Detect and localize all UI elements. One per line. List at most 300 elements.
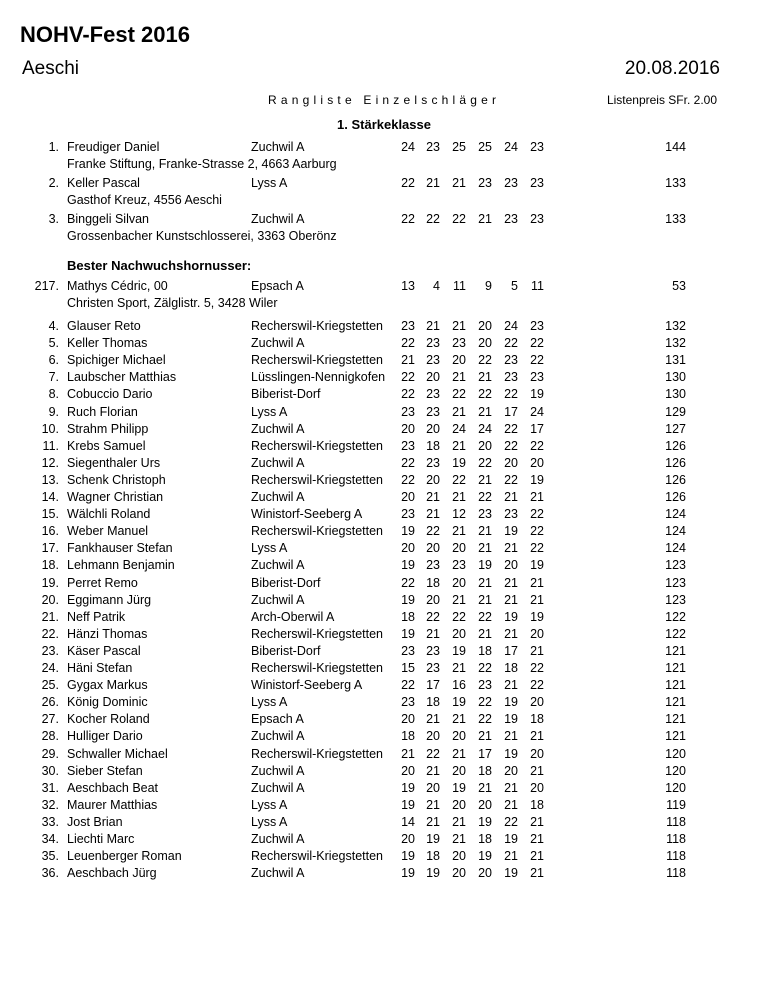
score-cell: 23	[504, 176, 518, 190]
ranking-row	[0, 279, 768, 296]
score-cell: 20	[452, 729, 466, 743]
club-name: Lyss A	[251, 405, 288, 419]
total-points: 119	[666, 798, 686, 812]
score-cell: 23	[426, 558, 440, 572]
score-cell: 23	[401, 405, 415, 419]
player-name: Perret Remo	[67, 576, 138, 590]
score-cell: 18	[530, 712, 544, 726]
club-name: Zuchwil A	[251, 832, 305, 846]
score-cell: 22	[452, 387, 466, 401]
score-cell: 19	[426, 866, 440, 880]
score-cell: 22	[478, 456, 492, 470]
score-cell: 21	[504, 541, 518, 555]
rank-number: 15.	[41, 507, 59, 521]
ranking-row	[0, 370, 768, 387]
score-cell: 13	[401, 279, 415, 293]
ranking-row	[0, 319, 768, 336]
score-cell: 18	[426, 849, 440, 863]
ranking-row	[0, 473, 768, 490]
score-cell: 23	[426, 456, 440, 470]
rank-number: 21.	[41, 610, 59, 624]
score-cell: 20	[478, 798, 492, 812]
score-cell: 18	[401, 610, 415, 624]
score-cell: 21	[426, 319, 440, 333]
score-cell: 21	[401, 747, 415, 761]
score-cell: 20	[401, 422, 415, 436]
ranking-row	[0, 387, 768, 404]
club-name: Lyss A	[251, 541, 288, 555]
score-cell: 23	[452, 558, 466, 572]
player-name: Krebs Samuel	[67, 439, 146, 453]
total-points: 122	[665, 627, 686, 641]
score-cell: 22	[478, 610, 492, 624]
score-cell: 21	[530, 729, 544, 743]
ranking-row	[0, 353, 768, 370]
score-cell: 21	[504, 627, 518, 641]
player-name: Schwaller Michael	[67, 747, 168, 761]
score-cell: 21	[452, 661, 466, 675]
player-name: Mathys Cédric, 00	[67, 279, 168, 293]
score-cell: 22	[530, 507, 544, 521]
player-name: Liechti Marc	[67, 832, 135, 846]
score-cell: 21	[452, 712, 466, 726]
rank-number: 11.	[42, 439, 59, 453]
score-cell: 18	[401, 729, 415, 743]
score-cell: 22	[426, 212, 440, 226]
score-cell: 22	[401, 370, 415, 384]
ranking-row	[0, 212, 768, 229]
ranking-row	[0, 176, 768, 193]
score-cell: 20	[426, 422, 440, 436]
rank-number: 29.	[41, 747, 59, 761]
score-cell: 20	[401, 490, 415, 504]
score-cell: 20	[452, 627, 466, 641]
rank-number: 25.	[41, 678, 59, 692]
score-cell: 22	[401, 387, 415, 401]
club-name: Zuchwil A	[251, 490, 305, 504]
score-cell: 19	[530, 558, 544, 572]
score-cell: 23	[426, 353, 440, 367]
score-cell: 11	[453, 279, 466, 293]
ranking-row	[0, 610, 768, 627]
score-cell: 22	[452, 610, 466, 624]
ranking-row	[0, 815, 768, 832]
score-cell: 23	[478, 507, 492, 521]
rank-number: 9.	[48, 405, 59, 419]
score-cell: 21	[452, 593, 466, 607]
player-name: Jost Brian	[67, 815, 123, 829]
club-name: Biberist-Dorf	[251, 644, 321, 658]
score-cell: 24	[530, 405, 544, 419]
score-cell: 21	[452, 405, 466, 419]
score-cell: 21	[478, 212, 492, 226]
score-cell: 21	[504, 593, 518, 607]
score-cell: 24	[504, 319, 518, 333]
score-cell: 21	[530, 576, 544, 590]
score-cell: 22	[530, 336, 544, 350]
player-name: Cobuccio Dario	[67, 387, 153, 401]
score-cell: 18	[478, 764, 492, 778]
score-cell: 21	[530, 644, 544, 658]
club-name: Zuchwil A	[251, 336, 305, 350]
score-cell: 19	[530, 473, 544, 487]
score-cell: 23	[426, 336, 440, 350]
rank-number: 35.	[41, 849, 59, 863]
club-name: Recherswil-Kriegstetten	[251, 661, 383, 675]
score-cell: 22	[504, 439, 518, 453]
score-cell: 15	[401, 661, 415, 675]
score-cell: 23	[426, 644, 440, 658]
score-cell: 20	[504, 558, 518, 572]
score-cell: 19	[452, 781, 466, 795]
player-name: Ruch Florian	[67, 405, 138, 419]
score-cell: 19	[504, 695, 518, 709]
score-cell: 20	[452, 764, 466, 778]
score-cell: 21	[452, 815, 466, 829]
club-name: Recherswil-Kriegstetten	[251, 473, 383, 487]
score-cell: 20	[530, 781, 544, 795]
score-cell: 19	[401, 593, 415, 607]
score-cell: 22	[401, 212, 415, 226]
club-name: Zuchwil A	[251, 866, 305, 880]
player-name: Leuenberger Roman	[67, 849, 182, 863]
player-name: Weber Manuel	[67, 524, 149, 538]
score-cell: 22	[452, 212, 466, 226]
club-name: Zuchwil A	[251, 764, 305, 778]
score-cell: 20	[504, 456, 518, 470]
ranking-row	[0, 422, 768, 439]
score-cell: 21	[478, 524, 492, 538]
score-cell: 22	[401, 473, 415, 487]
player-name: Aeschbach Jürg	[67, 866, 157, 880]
score-cell: 21	[504, 849, 518, 863]
score-cell: 20	[426, 541, 440, 555]
score-cell: 21	[452, 319, 466, 333]
score-cell: 23	[530, 319, 544, 333]
player-name: Maurer Matthias	[67, 798, 158, 812]
score-cell: 19	[478, 849, 492, 863]
player-name: Schenk Christoph	[67, 473, 166, 487]
score-cell: 20	[452, 798, 466, 812]
player-name: Hulliger Dario	[67, 729, 143, 743]
rank-number: 17.	[41, 541, 59, 555]
ranking-row	[0, 576, 768, 593]
rank-number: 27.	[41, 712, 59, 726]
sponsor-address: Christen Sport, Zälglistr. 5, 3428 Wiler	[67, 296, 278, 310]
total-points: 131	[665, 353, 686, 367]
score-cell: 22	[478, 490, 492, 504]
ranking-row	[0, 558, 768, 575]
ranking-row	[0, 712, 768, 729]
total-points: 126	[665, 456, 686, 470]
score-cell: 23	[530, 212, 544, 226]
rank-number: 5.	[48, 336, 59, 350]
score-cell: 22	[530, 678, 544, 692]
score-cell: 22	[530, 661, 544, 675]
club-name: Epsach A	[251, 279, 304, 293]
score-cell: 22	[401, 678, 415, 692]
score-cell: 20	[530, 456, 544, 470]
rank-number: 8.	[48, 387, 59, 401]
score-cell: 24	[452, 422, 466, 436]
score-cell: 21	[426, 507, 440, 521]
score-cell: 21	[530, 815, 544, 829]
club-name: Zuchwil A	[251, 558, 305, 572]
rank-number: 33.	[41, 815, 59, 829]
score-cell: 19	[504, 747, 518, 761]
total-points: 121	[665, 695, 686, 709]
event-date: 20.08.2016	[624, 58, 720, 79]
player-name: Fankhauser Stefan	[67, 541, 173, 555]
score-cell: 21	[530, 593, 544, 607]
rank-number: 6.	[48, 353, 59, 367]
score-cell: 23	[401, 319, 415, 333]
score-cell: 22	[401, 456, 415, 470]
player-name: Glauser Reto	[67, 319, 141, 333]
total-points: 126	[665, 490, 686, 504]
ranking-row	[0, 524, 768, 541]
club-name: Recherswil-Kriegstetten	[251, 353, 383, 367]
score-cell: 25	[478, 140, 492, 154]
club-name: Zuchwil A	[251, 140, 305, 154]
score-cell: 22	[426, 524, 440, 538]
total-points: 121	[665, 644, 686, 658]
score-cell: 22	[504, 387, 518, 401]
score-cell: 17	[504, 405, 518, 419]
rank-number: 2.	[48, 176, 59, 190]
score-cell: 19	[401, 627, 415, 641]
score-cell: 21	[426, 798, 440, 812]
club-name: Arch-Oberwil A	[251, 610, 335, 624]
rank-number: 16.	[41, 524, 59, 538]
score-cell: 21	[504, 798, 518, 812]
score-cell: 20	[452, 849, 466, 863]
score-cell: 21	[530, 832, 544, 846]
score-cell: 22	[530, 524, 544, 538]
club-name: Lyss A	[251, 176, 288, 190]
score-cell: 22	[478, 353, 492, 367]
rank-number: 36.	[41, 866, 59, 880]
club-name: Lyss A	[251, 815, 288, 829]
score-cell: 20	[478, 866, 492, 880]
score-cell: 21	[452, 747, 466, 761]
score-cell: 22	[478, 661, 492, 675]
score-cell: 21	[504, 490, 518, 504]
score-cell: 20	[478, 439, 492, 453]
ranking-row	[0, 140, 768, 157]
score-cell: 19	[452, 456, 466, 470]
score-cell: 20	[426, 370, 440, 384]
sponsor-address: Franke Stiftung, Franke-Strasse 2, 4663 Aarburg	[67, 157, 337, 171]
total-points: 133	[665, 176, 686, 190]
score-cell: 23	[452, 336, 466, 350]
total-points: 118	[666, 849, 686, 863]
score-cell: 21	[452, 439, 466, 453]
score-cell: 21	[478, 593, 492, 607]
ranking-row	[0, 593, 768, 610]
ranking-row	[0, 678, 768, 695]
score-cell: 21	[426, 764, 440, 778]
ranking-row	[0, 507, 768, 524]
score-cell: 18	[478, 644, 492, 658]
player-name: Siegenthaler Urs	[67, 456, 161, 470]
ranking-row	[0, 695, 768, 712]
score-cell: 24	[504, 140, 518, 154]
nachwuchs-heading: Bester Nachwuchshornusser:	[67, 258, 252, 273]
score-cell: 20	[426, 593, 440, 607]
score-cell: 20	[426, 781, 440, 795]
ranking-row	[0, 439, 768, 456]
club-name: Biberist-Dorf	[251, 576, 321, 590]
score-cell: 18	[530, 798, 544, 812]
club-name: Recherswil-Kriegstetten	[251, 439, 383, 453]
page-title: NOHV-Fest 2016	[20, 22, 190, 47]
player-name: Eggimann Jürg	[67, 593, 152, 607]
player-name: Sieber Stefan	[67, 764, 143, 778]
score-cell: 22	[401, 336, 415, 350]
total-points: 124	[665, 541, 686, 555]
rank-number: 26.	[41, 695, 59, 709]
score-cell: 19	[504, 866, 518, 880]
total-points: 120	[665, 764, 686, 778]
rank-number: 13.	[41, 473, 59, 487]
club-name: Zuchwil A	[251, 456, 305, 470]
score-cell: 20	[426, 729, 440, 743]
player-name: Spichiger Michael	[67, 353, 166, 367]
rank-number: 23.	[41, 644, 59, 658]
total-points: 144	[665, 140, 686, 154]
score-cell: 21	[478, 576, 492, 590]
rank-number: 28.	[41, 729, 59, 743]
score-cell: 22	[478, 387, 492, 401]
score-cell: 20	[452, 576, 466, 590]
club-name: Recherswil-Kriegstetten	[251, 849, 383, 863]
ranking-row	[0, 764, 768, 781]
score-cell: 23	[504, 212, 518, 226]
score-cell: 20	[478, 336, 492, 350]
score-cell: 20	[530, 747, 544, 761]
club-name: Zuchwil A	[251, 593, 305, 607]
player-name: Hänzi Thomas	[67, 627, 148, 641]
total-points: 123	[665, 558, 686, 572]
score-cell: 21	[478, 473, 492, 487]
player-name: Lehmann Benjamin	[67, 558, 175, 572]
total-points: 130	[665, 387, 686, 401]
score-cell: 21	[478, 405, 492, 419]
score-cell: 19	[401, 866, 415, 880]
rank-number: 19.	[41, 576, 59, 590]
score-cell: 23	[530, 370, 544, 384]
score-cell: 21	[504, 678, 518, 692]
score-cell: 9	[485, 279, 492, 293]
score-cell: 20	[401, 712, 415, 726]
score-cell: 19	[401, 524, 415, 538]
sponsor-address: Grossenbacher Kunstschlosserei, 3363 Oberönz	[67, 229, 337, 243]
total-points: 120	[665, 781, 686, 795]
rank-number: 12.	[41, 456, 59, 470]
rank-number: 217.	[34, 279, 59, 293]
club-name: Recherswil-Kriegstetten	[251, 627, 383, 641]
score-cell: 19	[401, 781, 415, 795]
score-cell: 24	[401, 140, 415, 154]
score-cell: 21	[530, 866, 544, 880]
player-name: Käser Pascal	[67, 644, 141, 658]
score-cell: 23	[401, 644, 415, 658]
score-cell: 23	[504, 370, 518, 384]
score-cell: 25	[452, 140, 466, 154]
score-cell: 23	[426, 661, 440, 675]
score-cell: 19	[452, 644, 466, 658]
total-points: 124	[665, 507, 686, 521]
club-name: Epsach A	[251, 712, 304, 726]
score-cell: 23	[478, 176, 492, 190]
player-name: Strahm Philipp	[67, 422, 149, 436]
total-points: 121	[665, 661, 686, 675]
rank-number: 20.	[41, 593, 59, 607]
total-points: 132	[665, 336, 686, 350]
ranking-row	[0, 798, 768, 815]
score-cell: 20	[530, 695, 544, 709]
score-cell: 23	[504, 353, 518, 367]
list-subtitle: Rangliste Einzelschläger	[268, 93, 501, 107]
player-name: Binggeli Silvan	[67, 212, 149, 226]
score-cell: 21	[530, 490, 544, 504]
score-cell: 17	[478, 747, 492, 761]
score-cell: 22	[504, 815, 518, 829]
rank-number: 14.	[41, 490, 59, 504]
club-name: Winistorf-Seeberg A	[251, 507, 363, 521]
score-cell: 20	[452, 866, 466, 880]
club-name: Winistorf-Seeberg A	[251, 678, 363, 692]
score-cell: 22	[530, 439, 544, 453]
ranking-row	[0, 541, 768, 558]
score-cell: 18	[426, 576, 440, 590]
score-cell: 23	[530, 176, 544, 190]
score-cell: 22	[504, 473, 518, 487]
total-points: 118	[666, 866, 686, 880]
score-cell: 4	[433, 279, 440, 293]
score-cell: 22	[530, 541, 544, 555]
score-cell: 21	[426, 627, 440, 641]
score-cell: 22	[401, 576, 415, 590]
rank-number: 34.	[41, 832, 59, 846]
score-cell: 20	[426, 473, 440, 487]
score-cell: 16	[452, 678, 466, 692]
player-name: Häni Stefan	[67, 661, 133, 675]
rank-number: 24.	[41, 661, 59, 675]
score-cell: 21	[530, 764, 544, 778]
score-cell: 17	[530, 422, 544, 436]
score-cell: 23	[401, 439, 415, 453]
player-name: Wagner Christian	[67, 490, 164, 504]
total-points: 129	[665, 405, 686, 419]
player-name: König Dominic	[67, 695, 148, 709]
score-cell: 22	[426, 747, 440, 761]
score-cell: 18	[426, 439, 440, 453]
player-name: Kocher Roland	[67, 712, 150, 726]
total-points: 122	[665, 610, 686, 624]
score-cell: 20	[401, 832, 415, 846]
score-cell: 18	[426, 695, 440, 709]
rank-number: 10.	[41, 422, 59, 436]
score-cell: 21	[452, 490, 466, 504]
score-cell: 20	[401, 541, 415, 555]
total-points: 126	[665, 439, 686, 453]
score-cell: 19	[401, 849, 415, 863]
score-cell: 18	[504, 661, 518, 675]
player-name: Wälchli Roland	[67, 507, 151, 521]
club-name: Biberist-Dorf	[251, 387, 321, 401]
